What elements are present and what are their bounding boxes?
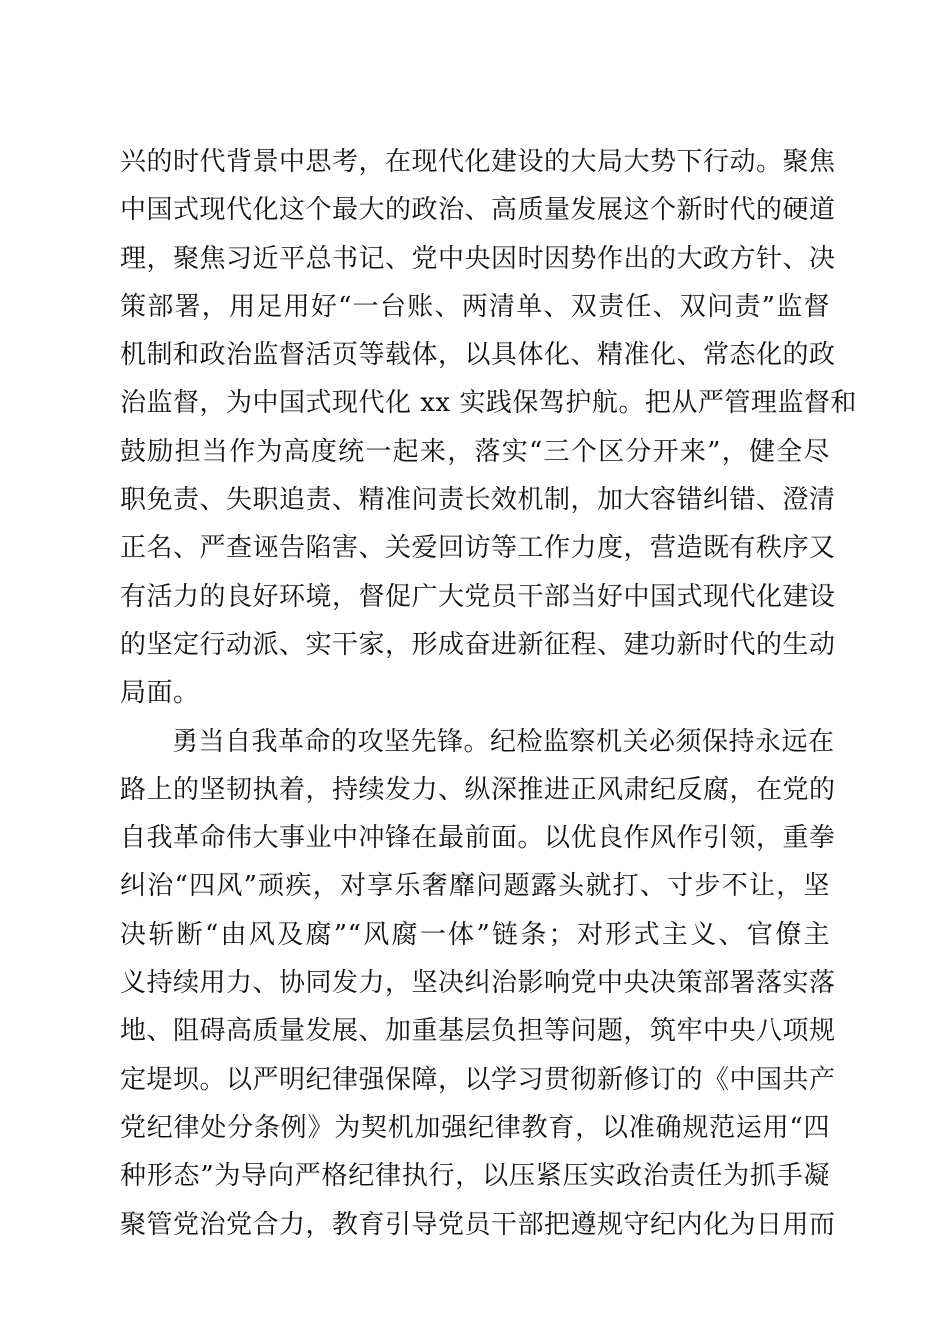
- text-line: 义持续用力、协同发力，坚决纠治影响党中央决策部署落实落: [120, 968, 836, 999]
- text-line: 鼓励担当作为高度统一起来，落实“三个区分开来”，健全尽: [120, 436, 830, 467]
- text-line: 局面。: [120, 678, 200, 709]
- text-line: 职免责、失职追责、精准问责长效机制，加大容错纠错、澄清: [120, 485, 836, 516]
- text-line: 的坚定行动派、实干家，形成奋进新征程、建功新时代的生动: [120, 629, 836, 660]
- text-line: 地、阻碍高质量发展、加重基层负担等问题，筑牢中央八项规: [120, 1016, 836, 1047]
- text-line: 党纪律处分条例》为契机加强纪律教育，以准确规范运用“四: [120, 1112, 830, 1143]
- text-line: 策部署，用足用好“一台账、两清单、双责任、双问责”监督: [120, 291, 830, 322]
- text-line: 决斩断“由风及腐”“风腐一体”链条；对形式主义、官僚主: [120, 919, 830, 950]
- text-line: 纠治“四风”顽疾，对享乐奢靡问题露头就打、寸步不让，坚: [120, 871, 830, 902]
- text-line: 理，聚焦习近平总书记、党中央因时因势作出的大政方针、决: [120, 243, 836, 274]
- text-line: 兴的时代背景中思考，在现代化建设的大局大势下行动。聚焦: [120, 147, 836, 177]
- text-line: 定堤坝。以严明纪律强保障，以学习贯彻新修订的《中国共产: [120, 1064, 836, 1095]
- text-line: 治监督，为中国式现代化 xx 实践保驾护航。把从严管理监督和: [120, 388, 857, 419]
- text-line: 自我革命伟大事业中冲锋在最前面。以优良作风作引领，重拳: [120, 823, 836, 854]
- text-line: 路上的坚韧执着，持续发力、纵深推进正风肃纪反腐，在党的: [120, 774, 836, 805]
- text-line: 正名、严查诬告陷害、关爱回访等工作力度，营造既有秩序又: [120, 533, 836, 564]
- paragraph-1: [120, 138, 857, 718]
- text-line: 有活力的良好环境，督促广大党员干部当好中国式现代化建设: [120, 581, 836, 612]
- text-line: 机制和政治监督活页等载体，以具体化、精准化、常态化的政: [120, 340, 836, 371]
- document-body: [120, 138, 857, 1249]
- text-line: 勇当自我革命的攻坚先锋。纪检监察机关必须保持永远在: [172, 726, 835, 757]
- text-line: 聚管党治党合力，教育引导党员干部把遵规守纪内化为日用而: [120, 1209, 836, 1240]
- paragraph-2: [120, 718, 836, 1249]
- text-line: 种形态”为导向严格纪律执行，以压紧压实政治责任为抓手凝: [120, 1161, 830, 1192]
- text-line: 中国式现代化这个最大的政治、高质量发展这个新时代的硬道: [120, 195, 836, 226]
